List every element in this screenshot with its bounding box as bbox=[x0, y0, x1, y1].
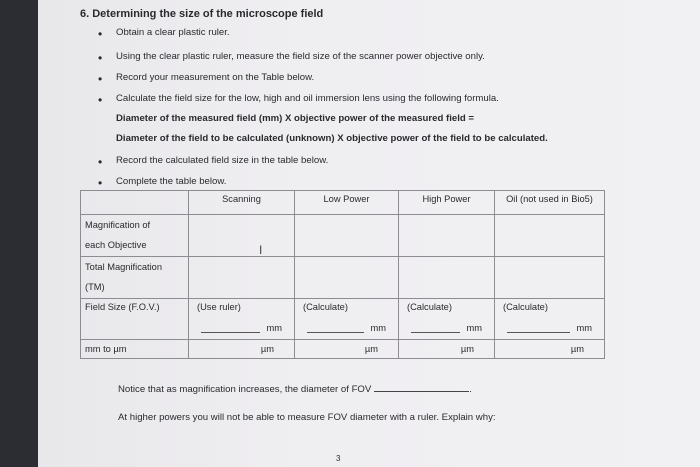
row-label-line: Magnification of bbox=[85, 220, 151, 230]
row-label-total-magnification bbox=[81, 257, 189, 299]
bullet-dot: • bbox=[98, 93, 103, 107]
cell-magnification-scanning[interactable] bbox=[189, 215, 295, 257]
row-label-line: each Objective bbox=[85, 240, 147, 250]
cell-tm-high[interactable] bbox=[399, 257, 495, 299]
section-heading: 6. Determining the size of the microscope field bbox=[80, 8, 324, 20]
answer-blank-line bbox=[411, 332, 460, 333]
notice-sentence: Notice that as magnification increases, the diameter of FOV bbox=[118, 384, 372, 395]
answer-blank-line bbox=[507, 332, 570, 333]
field-size-table bbox=[80, 190, 605, 359]
formula-line-2: Diameter of the field to be calculated (unknown) X objective power of the field to be calculated. bbox=[116, 133, 548, 144]
notice-text bbox=[118, 383, 472, 395]
cell-instruction: (Use ruler) bbox=[197, 302, 241, 312]
cell-um-high[interactable]: µm bbox=[399, 340, 495, 359]
cell-tm-oil[interactable] bbox=[495, 257, 605, 299]
cell-magnification-high[interactable] bbox=[399, 215, 495, 257]
bullet-text-2: Using the clear plastic ruler, measure the field size of the scanner power objective only. bbox=[116, 51, 485, 62]
unit-mm: mm bbox=[370, 323, 386, 333]
formula-line-1: Diameter of the measured field (mm) X objective power of the measured field = bbox=[116, 113, 474, 124]
row-label-line: (TM) bbox=[85, 282, 105, 292]
row-label-text: Field Size (F.O.V.) bbox=[85, 302, 160, 312]
bullet-text-1: Obtain a clear plastic ruler. bbox=[116, 27, 230, 38]
bullet-dot: • bbox=[98, 27, 103, 41]
bullet-dot: • bbox=[98, 51, 103, 65]
cell-instruction: (Calculate) bbox=[407, 302, 452, 312]
cell-magnification-low[interactable] bbox=[295, 215, 399, 257]
unit-mm: mm bbox=[576, 323, 592, 333]
cell-um-low[interactable]: µm bbox=[295, 340, 399, 359]
answer-blank-line bbox=[307, 332, 364, 333]
cell-um-oil[interactable]: µm bbox=[495, 340, 605, 359]
col-header-low-power: Low Power bbox=[295, 191, 399, 215]
bullet-text-4: Calculate the field size for the low, high and oil immersion lens using the following formula. bbox=[116, 93, 499, 104]
col-header-high-power: High Power bbox=[399, 191, 495, 215]
answer-blank-line bbox=[201, 332, 260, 333]
question-text: At higher powers you will not be able to measure FOV diameter with a ruler. Explain why: bbox=[118, 412, 496, 423]
row-label-mm-to-um: mm to µm bbox=[81, 340, 189, 359]
header-blank bbox=[81, 191, 189, 215]
bullet-dot: • bbox=[98, 155, 103, 169]
row-label-field-size bbox=[81, 299, 189, 340]
worksheet-page bbox=[38, 0, 700, 467]
cell-magnification-oil[interactable] bbox=[495, 215, 605, 257]
bullet-dot: • bbox=[98, 72, 103, 86]
text-cursor-icon: I bbox=[259, 243, 263, 257]
cell-instruction: (Calculate) bbox=[503, 302, 548, 312]
cell-fov-high[interactable] bbox=[399, 299, 495, 340]
unit-mm: mm bbox=[266, 323, 282, 333]
bullet-text-6: Complete the table below. bbox=[116, 176, 227, 187]
cell-tm-low[interactable] bbox=[295, 257, 399, 299]
bullet-text-3: Record your measurement on the Table below. bbox=[116, 72, 315, 83]
cell-tm-scanning[interactable] bbox=[189, 257, 295, 299]
bullet-dot: • bbox=[98, 176, 103, 190]
cell-fov-oil[interactable] bbox=[495, 299, 605, 340]
col-header-oil: Oil (not used in Bio5) bbox=[495, 191, 605, 215]
page-number: 3 bbox=[336, 454, 341, 463]
unit-mm: mm bbox=[466, 323, 482, 333]
cell-fov-low[interactable] bbox=[295, 299, 399, 340]
row-label-magnification bbox=[81, 215, 189, 257]
cell-fov-scanning[interactable] bbox=[189, 299, 295, 340]
notice-period: . bbox=[469, 384, 472, 395]
bullet-text-5: Record the calculated field size in the table below. bbox=[116, 155, 329, 166]
cell-instruction: (Calculate) bbox=[303, 302, 348, 312]
answer-blank-line[interactable] bbox=[374, 383, 469, 392]
cell-um-scanning[interactable]: µm bbox=[189, 340, 295, 359]
col-header-scanning: Scanning bbox=[189, 191, 295, 215]
row-label-line: Total Magnification bbox=[85, 262, 162, 272]
